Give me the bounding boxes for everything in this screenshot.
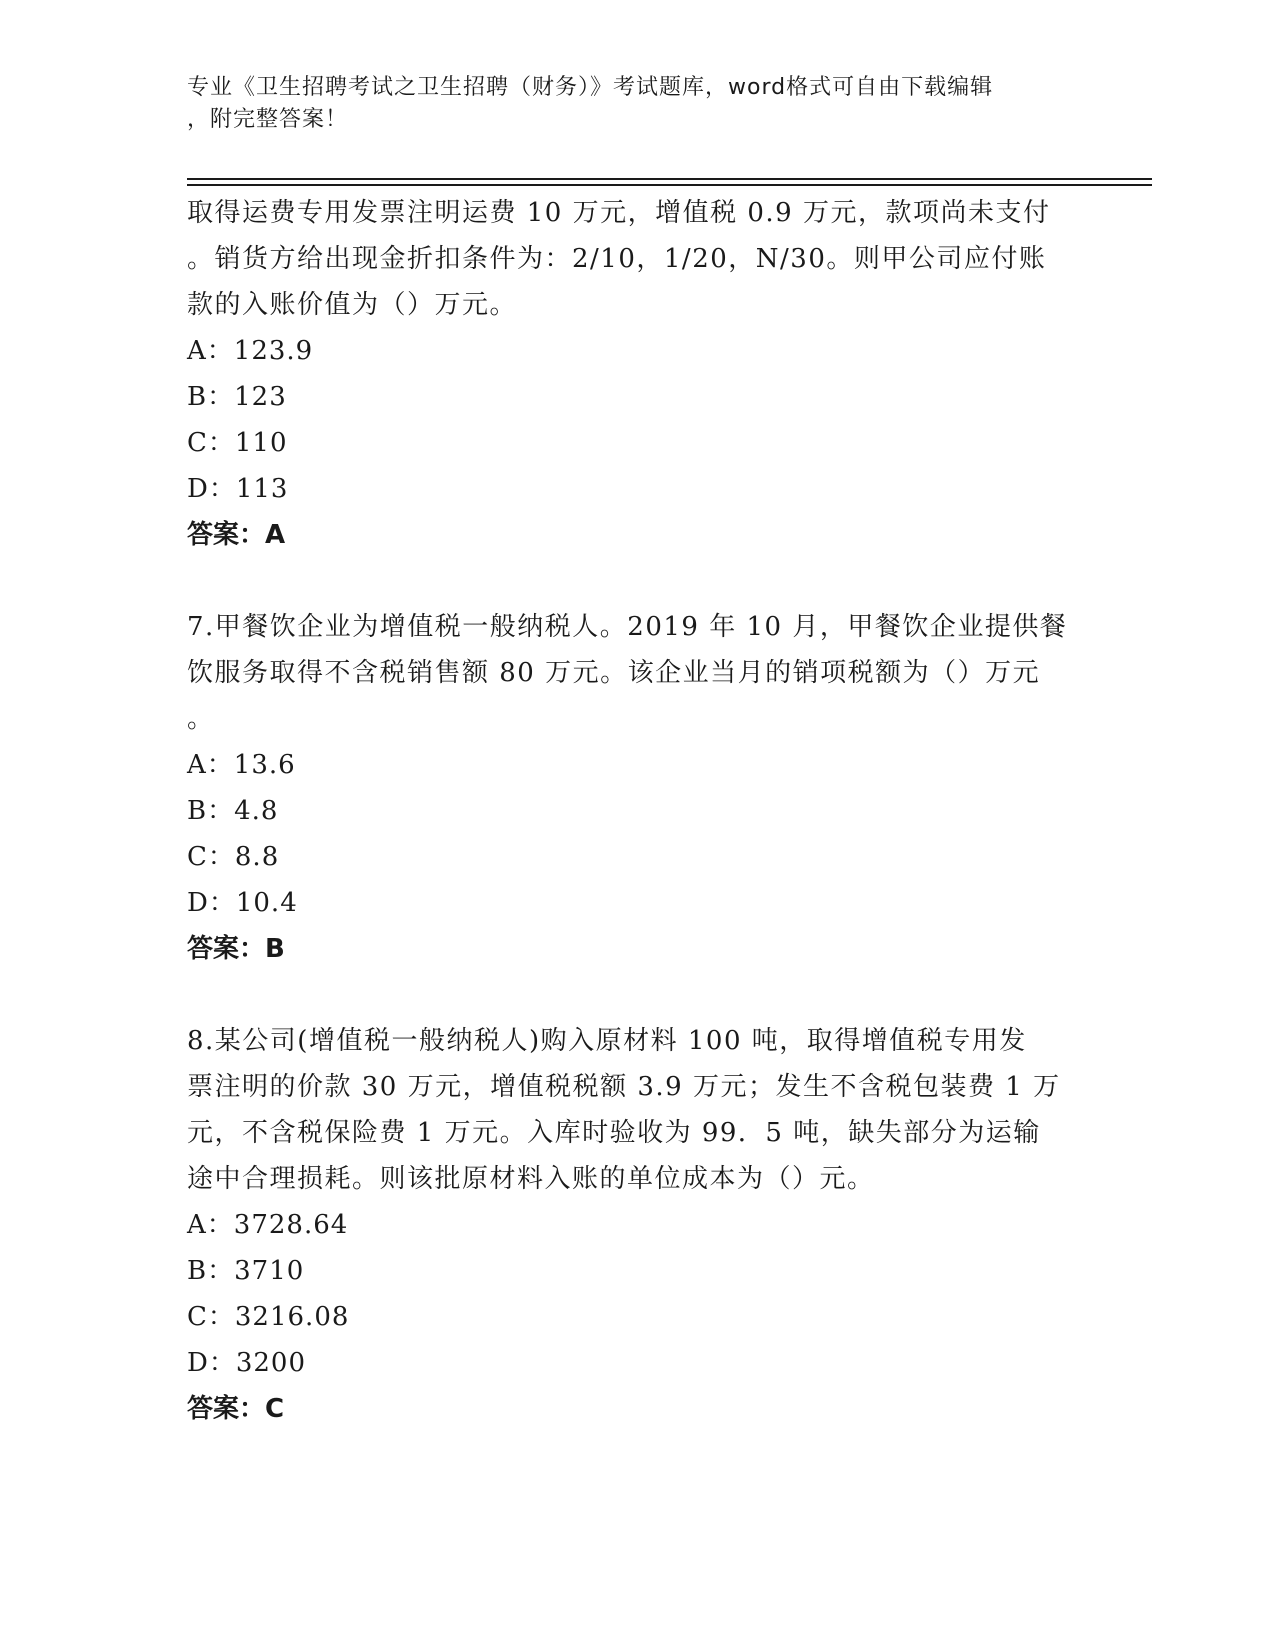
option-a: A：13.6 — [187, 750, 296, 780]
header-rule-bottom — [187, 184, 1152, 186]
answer: 答案：A — [187, 520, 286, 550]
question-text-line: 7.甲餐饮企业为增值税一般纳税人。2019 年 10 月，甲餐饮企业提供餐 — [187, 612, 1068, 642]
question-text-line: 款的入账价值为（）万元。 — [187, 290, 518, 320]
answer: 答案：B — [187, 934, 285, 964]
option-d: D：10.4 — [187, 888, 298, 918]
question-text-line: 8.某公司(增值税一般纳税人)购入原材料 100 吨，取得增值税专用发 — [187, 1026, 1027, 1056]
option-a: A：123.9 — [187, 336, 314, 366]
question-text-line: 途中合理损耗。则该批原材料入账的单位成本为（）元。 — [187, 1164, 875, 1194]
question-content — [187, 190, 1087, 1432]
question-text-line: 票注明的价款 30 万元，增值税税额 3.9 万元；发生不含税包装费 1 万 — [187, 1072, 1061, 1102]
question-text-line: 饮服务取得不含税销售额 80 万元。该企业当月的销项税额为（）万元 — [187, 658, 1041, 688]
option-d: D：113 — [187, 474, 289, 504]
option-a: A：3728.64 — [187, 1210, 349, 1240]
question-6 — [187, 190, 1087, 558]
header-line-1: 专业《卫生招聘考试之卫生招聘（财务）》考试题库，word格式可自由下载编辑 — [187, 75, 994, 100]
option-c: C：8.8 — [187, 842, 280, 872]
option-b: B：4.8 — [187, 796, 279, 826]
document-header — [187, 72, 1067, 136]
question-text-line: 。销货方给出现金折扣条件为：2/10，1/20，N/30。则甲公司应付账 — [187, 244, 1047, 274]
question-text-line: 。 — [187, 704, 215, 734]
header-rule-top — [187, 178, 1152, 180]
question-text-line: 元，不含税保险费 1 万元。入库时验收为 99．5 吨，缺失部分为运输 — [187, 1118, 1041, 1148]
option-b: B：3710 — [187, 1256, 305, 1286]
option-d: D：3200 — [187, 1348, 307, 1378]
answer: 答案：C — [187, 1394, 285, 1424]
question-7 — [187, 604, 1087, 972]
option-c: C：3216.08 — [187, 1302, 350, 1332]
question-text-line: 取得运费专用发票注明运费 10 万元，增值税 0.9 万元，款项尚未支付 — [187, 198, 1051, 228]
option-c: C：110 — [187, 428, 288, 458]
header-line-2: ，附完整答案！ — [187, 107, 349, 132]
question-8 — [187, 1018, 1087, 1432]
option-b: B：123 — [187, 382, 287, 412]
